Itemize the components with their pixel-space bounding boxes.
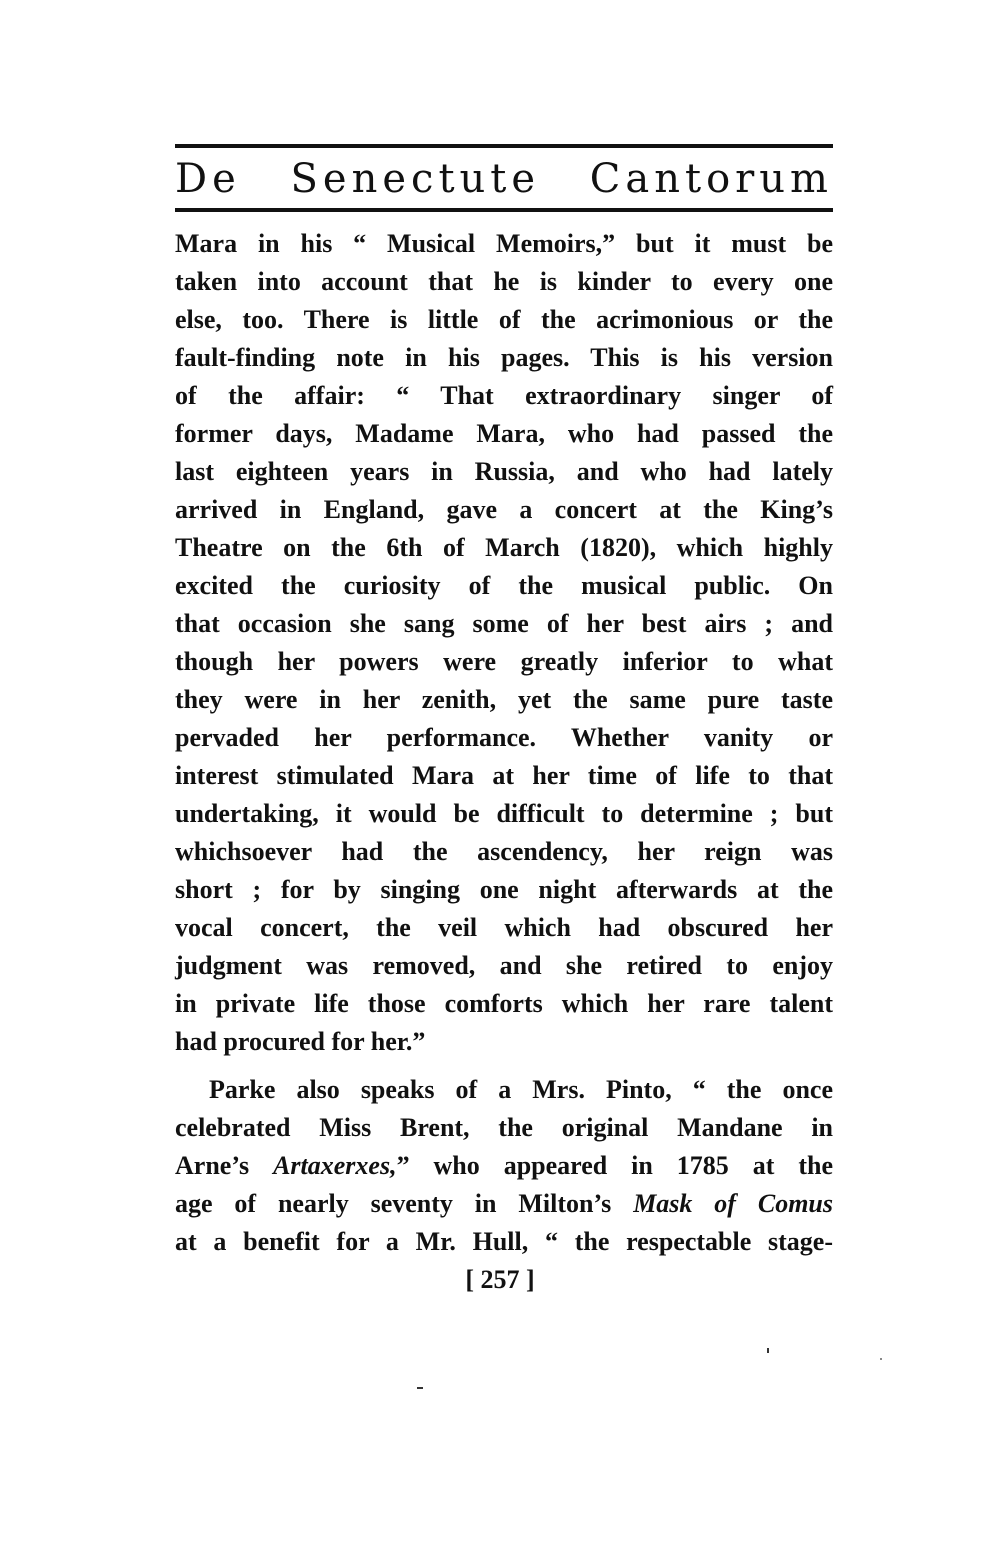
text-run: Arne’s [175, 1151, 274, 1180]
text-line: Parke also speaks of a Mrs. Pinto, “ the once [209, 1075, 833, 1104]
scan-speck [880, 1358, 882, 1360]
text-line: Mara in his “ Musical Memoirs,” but it must be [175, 229, 833, 258]
text-line-with-italic [175, 1147, 833, 1185]
text-line: in private life those comforts which her rare talent [175, 989, 833, 1018]
text-line: taken into account that he is kinder to every one [175, 267, 833, 296]
text-line: undertaking, it would be difficult to determine ; but [175, 799, 833, 828]
text-line: arrived in England, gave a concert at the King’s [175, 495, 833, 524]
header-rule-top [175, 144, 833, 148]
text-line: that occasion she sang some of her best airs ; and [175, 609, 833, 638]
text-line: short ; for by singing one night afterwards at the [175, 875, 833, 904]
paragraph-gap [175, 1061, 833, 1071]
text-line: of the affair: “ That extraordinary singer of [175, 381, 833, 410]
italic-title: Artaxerxes, [273, 1151, 397, 1180]
text-line: interest stimulated Mara at her time of life to that [175, 761, 833, 790]
text-line: at a benefit for a Mr. Hull, “ the respectable stage- [175, 1227, 833, 1256]
body-text [175, 225, 833, 1261]
text-line: pervaded her performance. Whether vanity or [175, 723, 833, 752]
page-number: [ 257 ] [465, 1265, 535, 1294]
scan-speck [417, 1387, 423, 1389]
text-line: whichsoever had the ascendency, her reign was [175, 837, 833, 866]
text-line: had procured for her.” [175, 1027, 426, 1056]
italic-title: Mask of Comus [633, 1189, 833, 1218]
text-line-with-italic [175, 1185, 833, 1223]
paragraph-1 [175, 225, 833, 1061]
text-line: fault-finding note in his pages. This is his version [175, 343, 833, 372]
text-line: excited the curiosity of the musical public. On [175, 571, 833, 600]
text-run: age of nearly seventy in Milton’s [175, 1189, 634, 1218]
text-line: Theatre on the 6th of March (1820), which highly [175, 533, 833, 562]
paragraph-2 [175, 1071, 833, 1261]
text-line: last eighteen years in Russia, and who had lately [175, 457, 833, 486]
text-line: though her powers were greatly inferior to what [175, 647, 833, 676]
header-rule-bottom [175, 208, 833, 212]
scan-speck [767, 1348, 769, 1353]
text-line: vocal concert, the veil which had obscured her [175, 913, 833, 942]
text-line: else, too. There is little of the acrimonious or the [175, 305, 833, 334]
text-line: former days, Madame Mara, who had passed the [175, 419, 833, 448]
text-run: ” who appeared in 1785 at the [396, 1151, 833, 1180]
text-line: celebrated Miss Brent, the original Mandane in [175, 1113, 833, 1142]
text-line: judgment was removed, and she retired to enjoy [175, 951, 833, 980]
text-line: they were in her zenith, yet the same pure taste [175, 685, 833, 714]
running-head: De Senectute Cantorum [175, 156, 833, 202]
